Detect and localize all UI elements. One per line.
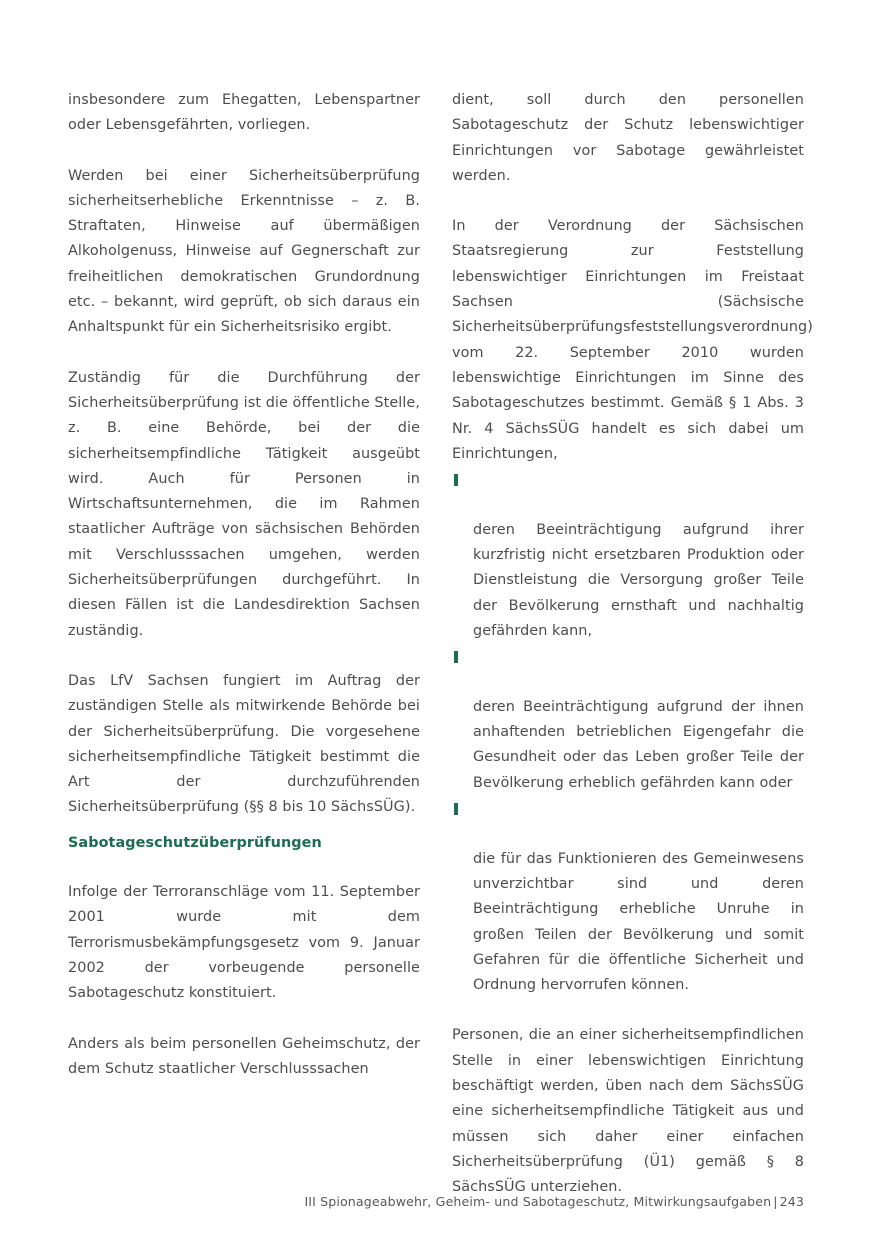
list-item-text: deren Beeinträchtigung aufgrund der ihnen anhaftenden betrieblichen Eigengefahr die Gesundheit oder das Leben großer Teile der Bevölkerung erheblich gefährden kann oder [473, 698, 804, 791]
paragraph: Infolge der Terroranschläge vom 11. September 2001 wurde mit dem Terrorismusbekämpfungsgesetz vom 9. Januar 2002 der vorbeugende personelle Sabotageschutz konstituiert. [68, 884, 420, 1002]
paragraph: In der Verordnung der Sächsischen Staatsregierung zur Feststellung lebenswichtiger Einrichtungen im Freistaat Sachsen (Sächsische Sicherheitsüberprüfungsfeststellungsverordnung) vom 22. September 2010 wurden lebenswichtige Einrichtungen im Sinne des Sabotageschutzes bestimmt. Gemäß § 1 Abs. 3 Nr. 4 SächsSÜG handelt es sich dabei um Einrichtungen, [452, 218, 813, 462]
paragraph: dient, soll durch den personellen Sabotageschutz der Schutz lebenswichtiger Einrichtungen vor Sabotage gewährleistet werden. [452, 92, 804, 184]
paragraph: Das LfV Sachsen fungiert im Auftrag der zuständigen Stelle als mitwirkende Behörde bei der Sicherheitsüberprüfung. Die vorgesehene sicherheitsempfindliche Tätigkeit bestimmt die Art der durchzuführenden Sicherheitsüberprüfung (§§ 8 bis 10 SächsSÜG). [68, 672, 420, 816]
list-item-text: die für das Funktionieren des Gemeinwesens unverzichtbar sind und deren Beeinträchtigung erhebliche Unruhe in großen Teilen der Bevölkerung und somit Gefahren für die öffentliche Sicherheit und Ordnung hervorrufen können. [473, 850, 804, 994]
list-item [452, 644, 804, 796]
bullet-bar-icon [454, 651, 458, 663]
paragraph: Werden bei einer Sicherheitsüberprüfung sicherheitserhebliche Erkenntnisse – z. B. Straftaten, Hinweise auf übermäßigen Alkoholgenuss, Hinweise auf Gegnerschaft zur freiheitlichen demokratischen Grundordnung etc. – bekannt, wird geprüft, ob sich daraus ein Anhaltspunkt für ein Sicherheitsrisiko ergibt. [68, 167, 420, 336]
spacer [452, 998, 804, 1023]
bullet-list-einrichtungen [452, 467, 804, 998]
page-footer [68, 1194, 804, 1210]
left-column [68, 88, 420, 1200]
footer-chapter-title: III Spionageabwehr, Geheim- und Sabotageschutz, Mitwirkungsaufgaben [304, 1194, 772, 1209]
bullet-bar-icon [454, 803, 458, 815]
paragraph: Anders als beim personellen Geheimschutz, der dem Schutz staatlicher Verschlusssachen [68, 1035, 420, 1077]
two-column-body [68, 88, 813, 1200]
paragraph: Personen, die an einer sicherheitsempfindlichen Stelle in einer lebenswichtigen Einrichtung beschäftigt werden, üben nach dem SächsSÜG eine sicherheitsempfindliche Tätigkeit aus und müssen sich daher einer einfachen Sicherheitsüberprüfung (Ü1) gemäß § 8 SächsSÜG unterziehen. [452, 1027, 804, 1196]
footer-separator: | [773, 1194, 778, 1209]
right-column [452, 88, 813, 1200]
list-item [452, 467, 804, 644]
paragraph: insbesondere zum Ehegatten, Lebenspartner oder Lebensgefährten, vorliegen. [68, 92, 420, 134]
list-item [452, 796, 804, 998]
bullet-bar-icon [454, 474, 458, 486]
paragraph: Zuständig für die Durchführung der Sicherheitsüberprüfung ist die öffentliche Stelle, z. B. eine Behörde, bei der die sicherheitsempfindliche Tätigkeit ausgeübt wird. Auch für Personen in Wirtschaftsunternehmen, die im Rahmen staatlicher Aufträge von sächsischen Behörden mit Verschlusssachen umgehen, werden Sicherheitsüberprüfungen durchgeführt. In diesen Fällen ist die Landesdirektion Sachsen zuständig. [68, 369, 420, 639]
section-heading-sabotageschutzueberpruefungen: Sabotageschutzüberprüfungen [68, 834, 322, 851]
footer-page-number: 243 [779, 1194, 804, 1209]
list-item-text: deren Beeinträchtigung aufgrund ihrer kurzfristig nicht ersetzbaren Produktion oder Dienstleistung die Versorgung großer Teile der Bevölkerung ernsthaft und nachhaltig gefährden kann, [473, 521, 804, 639]
spacer [68, 821, 420, 831]
